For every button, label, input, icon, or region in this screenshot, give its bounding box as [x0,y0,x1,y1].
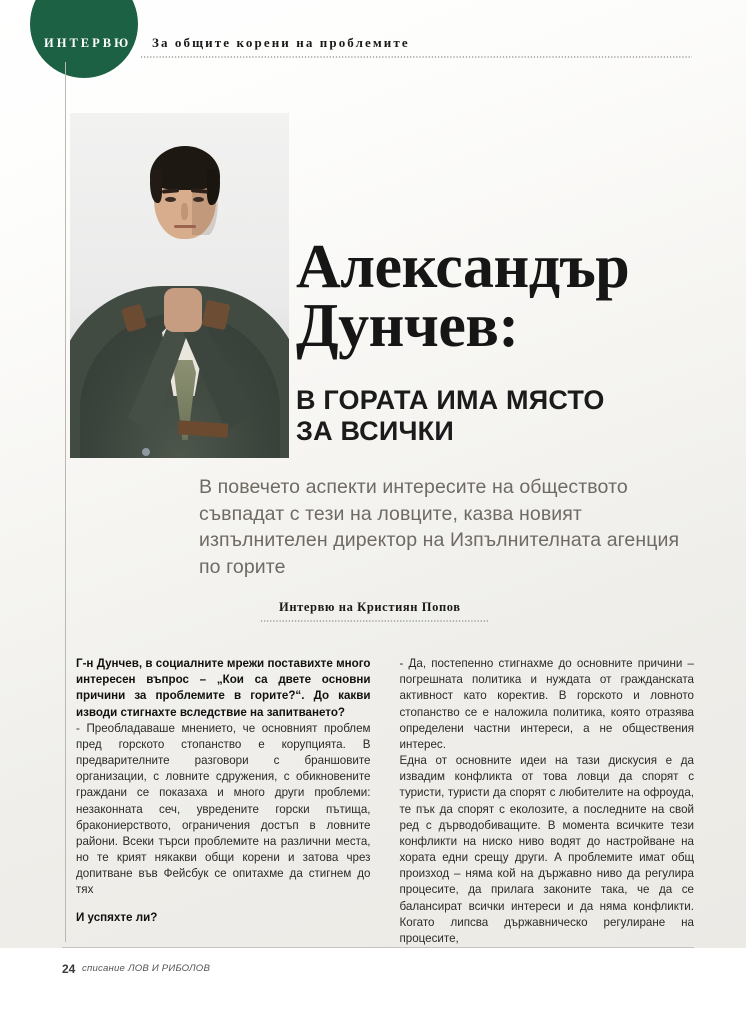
body-column-right [400,656,695,947]
mouth [174,225,196,228]
body-column-left [76,656,371,947]
magazine-name: списание ЛОВ И РИБОЛОВ [82,963,211,974]
subheadline-line-2: ЗА ВСИЧКИ [296,416,454,447]
headline-line-2: Дунчев: [296,291,519,360]
interview-question-1: Г-н Дунчев, в социалните мрежи поставихте много интересен въпрос – „Кои са двете основни причини за проблемите в горите?“. До какви изводи стигнахте вследствие на запитването? [76,657,371,719]
nose [181,203,188,220]
subheadline-line-1: В ГОРАТА ИМА МЯСТО [296,385,605,415]
article-subheadline [296,385,726,448]
byline-dotted-rule [260,620,488,622]
article-byline: Интервю на Кристиян Попов [279,600,461,614]
section-kicker: ИНТЕРВЮ [44,36,132,50]
body-columns [76,656,694,947]
subject-neck [164,288,202,332]
paragraph-spacer [76,899,371,910]
subject-hair-left [150,169,162,203]
jacket-button [142,448,150,456]
eye-right [193,197,204,202]
section-title: За общите корени на проблемите [152,35,410,50]
footer-rule [62,947,694,948]
interview-question-2: И успяхте ли? [76,910,158,924]
eye-left [165,197,176,202]
article-lead: В повечето аспекти интересите на обществото съвпадат с тези на ловците, казва новият изпълнителен директор на Изпълнителната агенция по горите [199,476,680,578]
interview-answer-2-para-1: - Да, постепенно стигнахме до основните причини – погрешната политика и нуждата от гражданската активност като коректив. В горското и ловното стопанство се е наложила политика, която отразява определени частни интереси, а не обществения интерес. [399,657,694,751]
interview-answer-1: - Преобладаваше мнението, че основният проблем пред горското стопанство е корупцията. В предварителните разговори с браншовите организации, с ловните сдружения, с обикновените граждани се показаха и много други проблеми: незаконната сеч, увредените горски пътища, бракониерството, ограничения достъп в ловните райони. Всеки търси проблемите на различни места, но те крият някакви общи корени и затова чрез допитване във Фейсбук се опитахме да стигнем до тях [76,721,371,897]
article-headline [296,233,736,360]
left-vertical-rule [65,62,66,942]
portrait-photo [70,113,289,458]
header-dotted-rule [140,56,692,58]
page-number: 24 [62,962,76,976]
interview-answer-2-para-2: Една от основните идеи на тази дискусия е да извадим конфликта от това ловци да спорят с туристи, туристи да спорят с любителите на офроуда, те пък да спорят с еколозите, а последните на свой ред с дърводобиващите. В момента всичките тези конфликти на ниско ниво водят до настройване на хората едни срещу други. А проблемите имат общ произход – няма кой на държавно ниво да регулира процесите, да прилага законите така, че да се балансират всички интереси и да няма конфликти. Когато липсва държавническо регулиране на процесите, [399,754,694,945]
headline-line-1: Александър [296,233,630,301]
